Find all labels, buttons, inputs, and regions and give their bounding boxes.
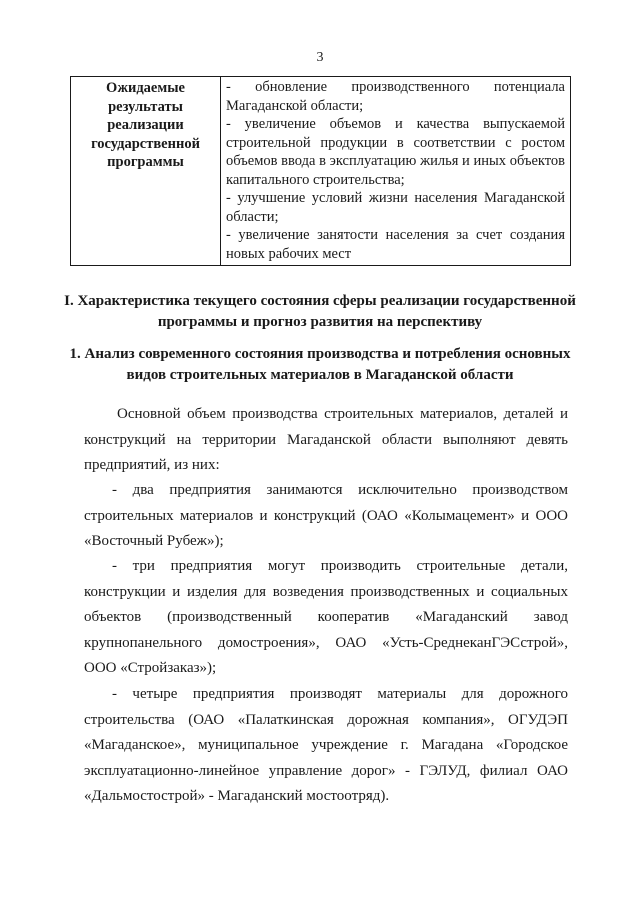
section-heading: I. Характеристика текущего состояния сферы реализации государственной программы и прогноз развития на перспективу (64, 293, 576, 330)
paragraph-list-item: - четыре предприятия производят материалы для дорожного строительства (ОАО «Палаткинская дорожная компания», ОГУДЭП «Магаданское», муниципальное учреждение г. Магадана «Городское эксплуатационно-линейное управление дорог» - ГЭЛУД, филиал ОАО «Дальмостострой» - Магаданский мостоотряд). (84, 686, 568, 804)
paragraph-list-item: - два предприятия занимаются исключительно производством строительных материалов и конструкций (ОАО «Колымацемент» и ООО «Восточный Рубеж»); (84, 482, 568, 549)
result-item: - обновление производственного потенциала Магаданской области; (226, 79, 565, 114)
paragraph-list-item: - три предприятия могут производить строительные детали, конструкции и изделия для возведения производственных и социальных объектов (производственный кооператив «Магаданский завод крупнопанельного домостроения», ОАО «Усть-СреднеканГЭСстрой», ООО «Стройзаказ»); (84, 558, 568, 676)
table-row (71, 77, 571, 266)
page-number: 3 (316, 50, 324, 65)
result-item: - увеличение объемов и качества выпускаемой строительной продукции в соответствии с ростом объемов ввода в эксплуатацию жилья и иных объектов капитального строительства; (226, 116, 565, 188)
subsection-heading: 1. Анализ современного состояния производства и потребления основных видов строительных материалов в Магаданской области (69, 346, 571, 383)
paragraph-intro: Основной объем производства строительных материалов, деталей и конструкций на территории Магаданской области выполняют девять предприятий, из них: (84, 406, 568, 473)
table-label-cell: Ожидаемые результаты реализации государственной программы (71, 77, 221, 266)
result-item: - улучшение условий жизни населения Магаданской области; (226, 190, 565, 225)
result-item: - увеличение занятости населения за счет создания новых рабочих мест (226, 227, 565, 262)
table-results-cell (221, 77, 571, 266)
program-summary-table (70, 76, 571, 266)
